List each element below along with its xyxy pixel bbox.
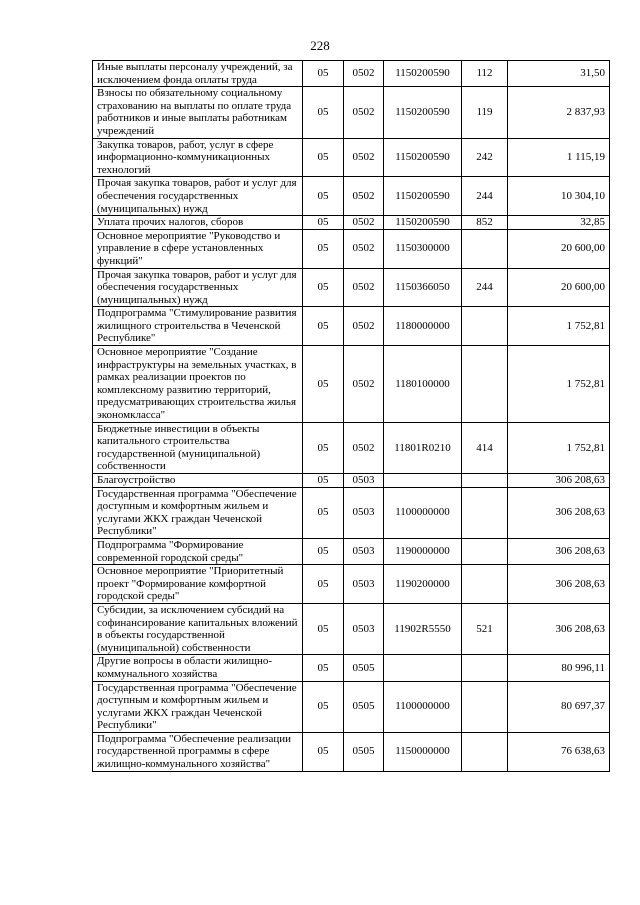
target-article-code: 1150200590 xyxy=(384,61,462,87)
section-code: 05 xyxy=(303,565,344,604)
target-article-code xyxy=(384,474,462,488)
table-row xyxy=(93,565,610,604)
subsection-code: 0502 xyxy=(344,177,384,216)
section-code: 05 xyxy=(303,307,344,346)
row-name: Иные выплаты персоналу учреждений, за исключением фонда оплаты труда xyxy=(93,61,303,87)
table-row xyxy=(93,422,610,473)
row-name: Прочая закупка товаров, работ и услуг для обеспечения государственных (муниципальных) нужд xyxy=(93,268,303,307)
section-code: 05 xyxy=(303,655,344,681)
section-code: 05 xyxy=(303,487,344,538)
expense-type-code xyxy=(462,732,508,771)
amount: 20 600,00 xyxy=(508,268,610,307)
amount: 10 304,10 xyxy=(508,177,610,216)
target-article-code: 1150200590 xyxy=(384,87,462,138)
table-row xyxy=(93,655,610,681)
table-row xyxy=(93,138,610,177)
table-row xyxy=(93,87,610,138)
expense-type-code xyxy=(462,307,508,346)
amount: 306 208,63 xyxy=(508,538,610,564)
table-row xyxy=(93,732,610,771)
subsection-code: 0503 xyxy=(344,474,384,488)
subsection-code: 0502 xyxy=(344,216,384,230)
row-name: Подпрограмма "Стимулирование развития жилищного строительства в Чеченской Республике" xyxy=(93,307,303,346)
table-row xyxy=(93,268,610,307)
table-row xyxy=(93,538,610,564)
section-code: 05 xyxy=(303,229,344,268)
target-article-code: 1150000000 xyxy=(384,732,462,771)
target-article-code: 1100000000 xyxy=(384,681,462,732)
target-article-code: 1150200590 xyxy=(384,216,462,230)
row-name: Государственная программа "Обеспечение доступным и комфортным жильем и услугами ЖКХ граждан Чеченской Республики" xyxy=(93,487,303,538)
row-name: Государственная программа "Обеспечение доступным и комфортным жильем и услугами ЖКХ граждан Чеченской Республики" xyxy=(93,681,303,732)
budget-table xyxy=(92,60,610,772)
amount: 80 996,11 xyxy=(508,655,610,681)
target-article-code: 11902R5550 xyxy=(384,603,462,654)
expense-type-code: 852 xyxy=(462,216,508,230)
section-code: 05 xyxy=(303,138,344,177)
section-code: 05 xyxy=(303,268,344,307)
subsection-code: 0502 xyxy=(344,268,384,307)
amount: 1 752,81 xyxy=(508,346,610,423)
row-name: Прочая закупка товаров, работ и услуг для обеспечения государственных (муниципальных) нужд xyxy=(93,177,303,216)
section-code: 05 xyxy=(303,538,344,564)
subsection-code: 0502 xyxy=(344,229,384,268)
subsection-code: 0502 xyxy=(344,61,384,87)
table-row xyxy=(93,307,610,346)
table-row xyxy=(93,216,610,230)
section-code: 05 xyxy=(303,422,344,473)
section-code: 05 xyxy=(303,177,344,216)
row-name: Основное мероприятие "Руководство и управление в сфере установленных функций" xyxy=(93,229,303,268)
row-name: Основное мероприятие "Создание инфраструктуры на земельных участках, в рамках реализации проектов по комплексному развитию территорий, предусматривающих строительства жилья экономкласса" xyxy=(93,346,303,423)
target-article-code: 1150366050 xyxy=(384,268,462,307)
expense-type-code: 521 xyxy=(462,603,508,654)
row-name: Другие вопросы в области жилищно-коммунального хозяйства xyxy=(93,655,303,681)
section-code: 05 xyxy=(303,216,344,230)
expense-type-code xyxy=(462,655,508,681)
row-name: Закупка товаров, работ, услуг в сфере информационно-коммуникационных технологий xyxy=(93,138,303,177)
section-code: 05 xyxy=(303,474,344,488)
row-name: Уплата прочих налогов, сборов xyxy=(93,216,303,230)
table-row xyxy=(93,681,610,732)
subsection-code: 0505 xyxy=(344,732,384,771)
target-article-code: 1150200590 xyxy=(384,177,462,216)
subsection-code: 0502 xyxy=(344,346,384,423)
expense-type-code xyxy=(462,487,508,538)
subsection-code: 0502 xyxy=(344,87,384,138)
table-row xyxy=(93,229,610,268)
expense-type-code: 414 xyxy=(462,422,508,473)
row-name: Субсидии, за исключением субсидий на софинансирование капитальных вложений в объекты государственной (муниципальной) собственности xyxy=(93,603,303,654)
subsection-code: 0502 xyxy=(344,138,384,177)
subsection-code: 0502 xyxy=(344,422,384,473)
expense-type-code: 244 xyxy=(462,177,508,216)
expense-type-code: 242 xyxy=(462,138,508,177)
amount: 306 208,63 xyxy=(508,565,610,604)
amount: 80 697,37 xyxy=(508,681,610,732)
amount: 2 837,93 xyxy=(508,87,610,138)
section-code: 05 xyxy=(303,603,344,654)
subsection-code: 0503 xyxy=(344,565,384,604)
table-row xyxy=(93,474,610,488)
amount: 1 115,19 xyxy=(508,138,610,177)
target-article-code: 1100000000 xyxy=(384,487,462,538)
section-code: 05 xyxy=(303,681,344,732)
amount: 1 752,81 xyxy=(508,307,610,346)
target-article-code: 1180100000 xyxy=(384,346,462,423)
target-article-code: 1150200590 xyxy=(384,138,462,177)
table-row xyxy=(93,603,610,654)
expense-type-code xyxy=(462,229,508,268)
subsection-code: 0505 xyxy=(344,681,384,732)
expense-type-code: 112 xyxy=(462,61,508,87)
target-article-code xyxy=(384,655,462,681)
amount: 306 208,63 xyxy=(508,474,610,488)
amount: 306 208,63 xyxy=(508,487,610,538)
amount: 31,50 xyxy=(508,61,610,87)
expense-type-code xyxy=(462,346,508,423)
amount: 306 208,63 xyxy=(508,603,610,654)
section-code: 05 xyxy=(303,732,344,771)
page-number: 228 xyxy=(310,38,330,53)
target-article-code: 1190200000 xyxy=(384,565,462,604)
subsection-code: 0505 xyxy=(344,655,384,681)
table-row xyxy=(93,177,610,216)
expense-type-code xyxy=(462,474,508,488)
expense-type-code xyxy=(462,681,508,732)
budget-table-body xyxy=(93,61,610,772)
section-code: 05 xyxy=(303,61,344,87)
target-article-code: 1190000000 xyxy=(384,538,462,564)
amount: 76 638,63 xyxy=(508,732,610,771)
section-code: 05 xyxy=(303,346,344,423)
amount: 1 752,81 xyxy=(508,422,610,473)
row-name: Взносы по обязательному социальному страхованию на выплаты по оплате труда работников и иные выплаты работникам учреждений xyxy=(93,87,303,138)
target-article-code: 1150300000 xyxy=(384,229,462,268)
table-row xyxy=(93,487,610,538)
expense-type-code: 119 xyxy=(462,87,508,138)
subsection-code: 0503 xyxy=(344,538,384,564)
row-name: Подпрограмма "Обеспечение реализации государственной программы в сфере жилищно-коммунального хозяйства" xyxy=(93,732,303,771)
subsection-code: 0502 xyxy=(344,307,384,346)
expense-type-code xyxy=(462,565,508,604)
row-name: Подпрограмма "Формирование современной городской среды" xyxy=(93,538,303,564)
expense-type-code: 244 xyxy=(462,268,508,307)
amount: 32,85 xyxy=(508,216,610,230)
row-name: Благоустройство xyxy=(93,474,303,488)
table-row xyxy=(93,346,610,423)
section-code: 05 xyxy=(303,87,344,138)
row-name: Основное мероприятие "Приоритетный проект "Формирование комфортной городской среды" xyxy=(93,565,303,604)
row-name: Бюджетные инвестиции в объекты капитального строительства государственной (муниципальной) собственности xyxy=(93,422,303,473)
target-article-code: 11801R0210 xyxy=(384,422,462,473)
subsection-code: 0503 xyxy=(344,603,384,654)
amount: 20 600,00 xyxy=(508,229,610,268)
table-row xyxy=(93,61,610,87)
subsection-code: 0503 xyxy=(344,487,384,538)
target-article-code: 1180000000 xyxy=(384,307,462,346)
expense-type-code xyxy=(462,538,508,564)
